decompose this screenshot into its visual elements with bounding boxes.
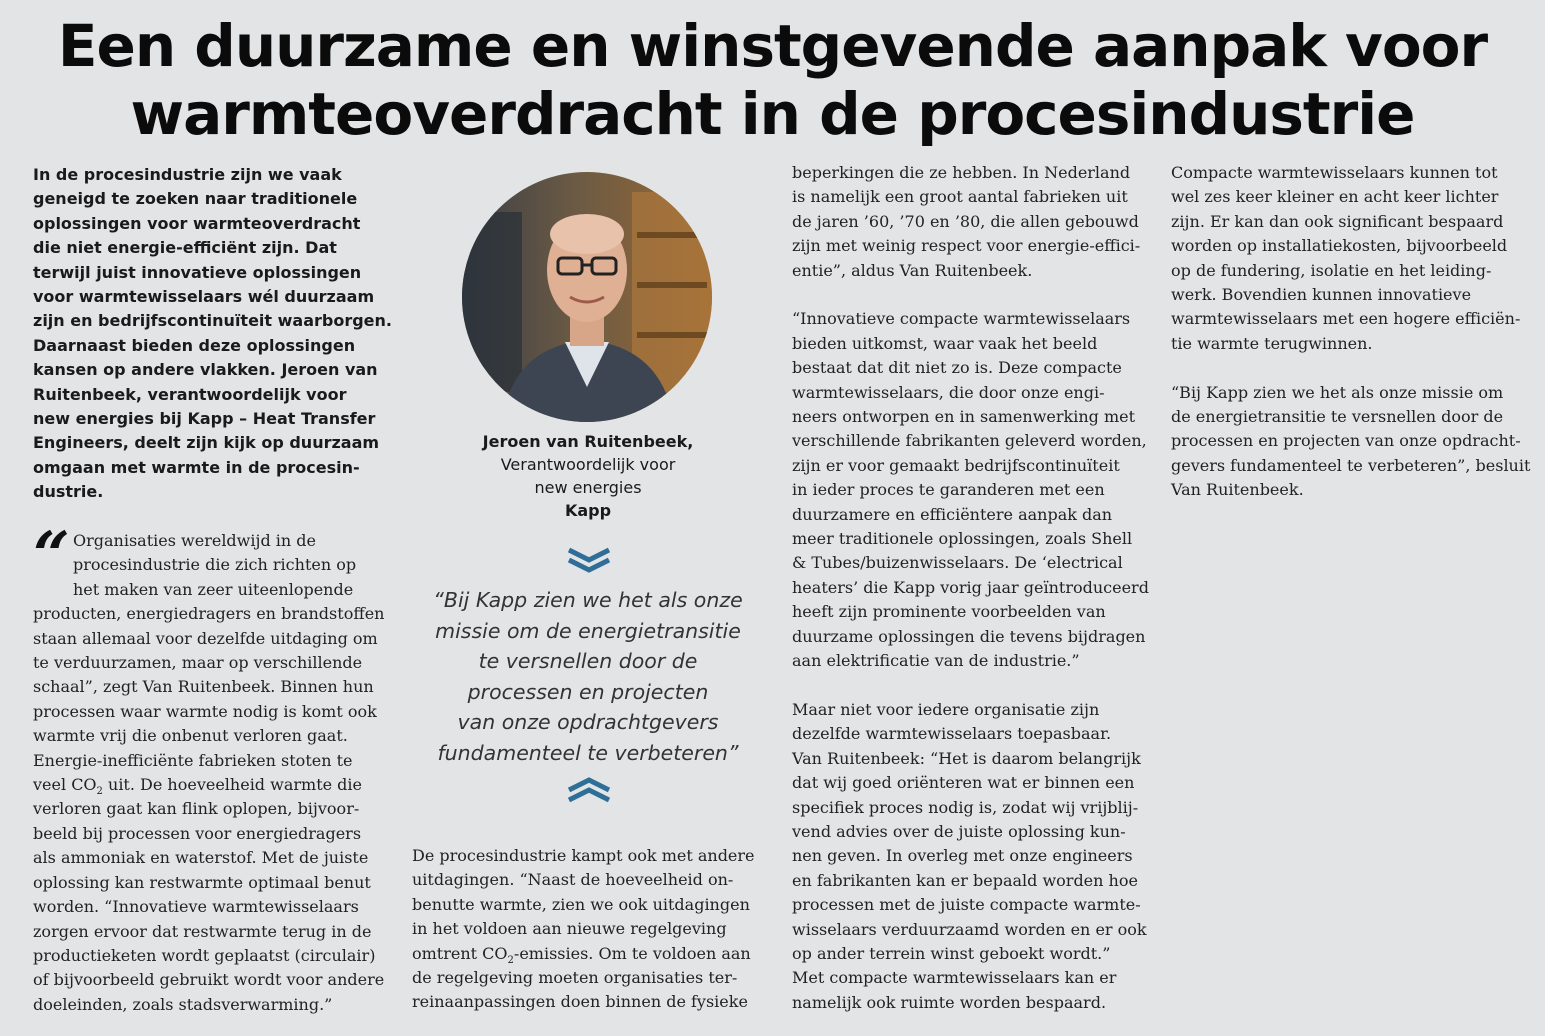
text-line: voor warmtewisselaars wél duurzaam <box>33 287 375 307</box>
text-line: De procesindustrie kampt ook met andere <box>412 846 755 865</box>
quote-mark-icon: “ <box>33 518 70 593</box>
text-line: Energie-inefficiënte fabrieken stoten te <box>33 750 353 770</box>
text-line: Organisaties wereldwijd in de <box>73 531 316 550</box>
text-line: Van Ruitenbeek. <box>1171 480 1304 500</box>
text-line: doeleinden, zoals stadsverwarming.” <box>33 994 333 1014</box>
text-line: in het voldoen aan nieuwe regelgeving <box>412 919 727 939</box>
text-line: heeft zijn prominente voorbeelden van <box>792 602 1106 622</box>
column-4-body <box>1171 161 1531 503</box>
text-line: meer traditionele oplossingen, zoals Shell <box>792 529 1133 549</box>
text-line: “Bij Kapp zien we het als onze missie om <box>1171 382 1504 402</box>
text-line: omgaan met warmte in de procesin- <box>33 457 360 477</box>
text-line: fundamenteel te verbeteren” <box>437 740 739 765</box>
text-line: de energietransitie te versnellen door de <box>1171 407 1504 427</box>
text-line: omtrent $CO_2$-emissies. Om te voldoen aan <box>412 943 751 966</box>
text-line: & Tubes/buizenwisselaars. De ‘electrical <box>792 553 1123 573</box>
paragraph-gap <box>1171 356 1531 380</box>
text-line: dezelfde warmtewisselaars toepasbaar. <box>792 724 1112 744</box>
text-line: heaters’ die Kapp vorig jaar geïntroduceerd <box>792 577 1149 597</box>
text-line: of bijvoorbeeld gebruikt wordt voor andere <box>33 970 385 990</box>
caption-role: new energies <box>534 478 642 497</box>
text-line: worden op installatiekosten, bijvoorbeeld <box>1171 236 1508 256</box>
text-line: zijn. Er kan dan ook significant bespaard <box>1171 211 1504 231</box>
text-line: worden. “Innovatieve warmtewisselaars <box>33 897 359 917</box>
text-line: wel zes keer kleiner en acht keer lichter <box>1171 187 1499 207</box>
text-line: oplossing kan restwarmte optimaal benut <box>33 872 371 892</box>
text-line: “Innovatieve compacte warmtewisselaars <box>792 309 1131 329</box>
text-line: van onze opdrachtgevers <box>457 710 719 734</box>
text-line: kansen op andere vlakken. Jeroen van <box>33 360 378 380</box>
text-line: oplossingen voor warmteoverdracht <box>33 213 361 233</box>
paragraph-gap <box>792 283 1152 307</box>
text-line: op ander terrein winst geboekt wordt.” <box>792 943 1111 963</box>
text-line: werk. Bovendien kunnen innovatieve <box>1171 285 1472 305</box>
article-title <box>0 12 1545 148</box>
text-line: uitdagingen. “Naast de hoeveelheid on- <box>412 870 734 890</box>
text-line: tie warmte terugwinnen. <box>1171 333 1373 353</box>
text-line: warmtewisselaars met een hogere efficiën- <box>1171 309 1521 329</box>
text-line: specifiek proces nodig is, zodat wij vrijblij- <box>792 797 1139 817</box>
text-line: de regelgeving moeten organisaties ter- <box>412 968 738 988</box>
text-line: “Bij Kapp zien we het als onze <box>433 588 743 612</box>
text-line: die niet energie-efficiënt zijn. Dat <box>33 238 337 258</box>
text-line: namelijk ook ruimte worden bespaard. <box>792 992 1107 1012</box>
title-line: Een duurzame en winstgevende aanpak voor <box>57 12 1488 80</box>
column-2-body <box>412 844 772 1015</box>
text-line: geneigd te zoeken naar traditionele <box>33 189 358 209</box>
text-line: warmtewisselaars, die door onze engi- <box>792 382 1105 402</box>
caption-role: Verantwoordelijk voor <box>500 455 676 474</box>
text-line: is namelijk een groot aantal fabrieken uit <box>792 187 1128 207</box>
text-line: warmte vrij die onbenut verloren gaat. <box>33 726 348 746</box>
text-line: dat wij goed oriënteren wat er binnen een <box>792 773 1135 793</box>
pull-quote <box>412 585 764 768</box>
text-line: bieden uitkomst, waar vaak het beeld <box>792 333 1098 353</box>
text-line: Compacte warmtewisselaars kunnen tot <box>1171 163 1498 182</box>
text-line: processen en projecten van onze opdracht- <box>1171 431 1521 451</box>
text-line: Ruitenbeek, verantwoordelijk voor <box>33 384 347 404</box>
caption-company: Kapp <box>564 501 612 520</box>
text-line: beeld bij processen voor energiedragers <box>33 823 362 843</box>
paragraph-gap <box>792 674 1152 698</box>
caption-name: Jeroen van Ruitenbeek, <box>482 432 694 451</box>
text-line: new energies bij Kapp – Heat Transfer <box>33 409 376 429</box>
text-line: reinaanpassingen doen binnen de fysieke <box>412 992 748 1012</box>
photo-caption <box>412 430 764 522</box>
column-3-body <box>792 161 1152 1015</box>
chevron-up-icon <box>565 776 613 804</box>
text-line: zijn met weinig respect voor energie-effici- <box>792 236 1141 256</box>
text-line: beperkingen die ze hebben. In Nederland <box>792 163 1131 182</box>
text-line: Met compacte warmtewisselaars kan er <box>792 968 1117 988</box>
text-line: terwijl juist innovatieve oplossingen <box>33 262 362 282</box>
text-line: In de procesindustrie zijn we vaak <box>33 165 342 184</box>
text-line: Van Ruitenbeek: “Het is daarom belangrijk <box>792 748 1141 768</box>
text-line: de jaren ’60, ’70 en ’80, die allen gebouwd <box>792 211 1139 231</box>
text-line: op de fundering, isolatie en het leiding- <box>1171 260 1492 280</box>
text-line: dustrie. <box>33 482 104 502</box>
portrait-photo <box>462 172 712 422</box>
text-line: bestaat dat dit niet zo is. Deze compacte <box>792 358 1122 378</box>
text-line: duurzame oplossingen die tevens bijdragen <box>792 626 1146 646</box>
text-line: zorgen ervoor dat restwarmte terug in de <box>33 921 372 941</box>
text-line: staan allemaal voor dezelfde uitdaging om <box>33 628 378 648</box>
text-line: en fabrikanten kan er bepaald worden hoe <box>792 870 1138 890</box>
text-line: aan elektrificatie van de industrie.” <box>792 651 1080 671</box>
text-line: missie om de energietransitie <box>435 618 741 643</box>
title-line: warmteoverdracht in de procesindustrie <box>130 80 1415 148</box>
text-line: zijn er voor gemaakt bedrijfscontinuïteit <box>792 455 1120 475</box>
text-line: verschillende fabrikanten geleverd worden, <box>792 431 1147 451</box>
text-line: wisselaars verduurzaamd worden en er ook <box>792 919 1147 939</box>
text-line: duurzamere en efficiëntere aanpak dan <box>792 504 1113 524</box>
text-line: vend advies over de juiste oplossing kun- <box>792 821 1126 841</box>
text-line: het maken van zeer uiteenlopende <box>73 579 354 599</box>
text-line: gevers fundamenteel te verbeteren”, besluit <box>1171 455 1531 475</box>
text-line: producten, energiedragers en brandstoffen <box>33 604 385 624</box>
text-line: in ieder proces te garanderen met een <box>792 480 1105 500</box>
column-1-body <box>33 518 393 1017</box>
text-line: zijn en bedrijfscontinuïteit waarborgen. <box>33 311 392 331</box>
text-line: als ammoniak en waterstof. Met de juiste <box>33 848 369 868</box>
text-line: processen met de juiste compacte warmte- <box>792 895 1141 915</box>
text-line: processen waar warmte nodig is komt ook <box>33 701 377 721</box>
text-line: Daarnaast bieden deze oplossingen <box>33 335 356 355</box>
intro-paragraph <box>33 163 393 505</box>
text-line: processen en projecten <box>467 679 709 704</box>
text-line: Maar niet voor iedere organisatie zijn <box>792 699 1100 719</box>
text-line: benutte warmte, zien we ook uitdagingen <box>412 894 750 914</box>
text-line: veel $CO_2$ uit. De hoeveelheid warmte die <box>33 775 362 798</box>
text-line: verloren gaat kan flink oplopen, bijvoor- <box>33 799 360 819</box>
chevron-down-icon <box>565 546 613 574</box>
text-line: productieketen wordt geplaatst (circulair) <box>33 945 376 965</box>
text-line: te verduurzamen, maar op verschillende <box>33 653 363 673</box>
text-line: entie”, aldus Van Ruitenbeek. <box>792 260 1033 280</box>
text-line: procesindustrie die zich richten op <box>73 555 357 575</box>
text-line: nen geven. In overleg met onze engineers <box>792 846 1133 866</box>
text-line: schaal”, zegt Van Ruitenbeek. Binnen hun <box>33 677 374 697</box>
text-line: neers ontworpen en in samenwerking met <box>792 407 1136 427</box>
text-line: te versnellen door de <box>478 649 698 673</box>
text-line: Engineers, deelt zijn kijk op duurzaam <box>33 433 380 453</box>
